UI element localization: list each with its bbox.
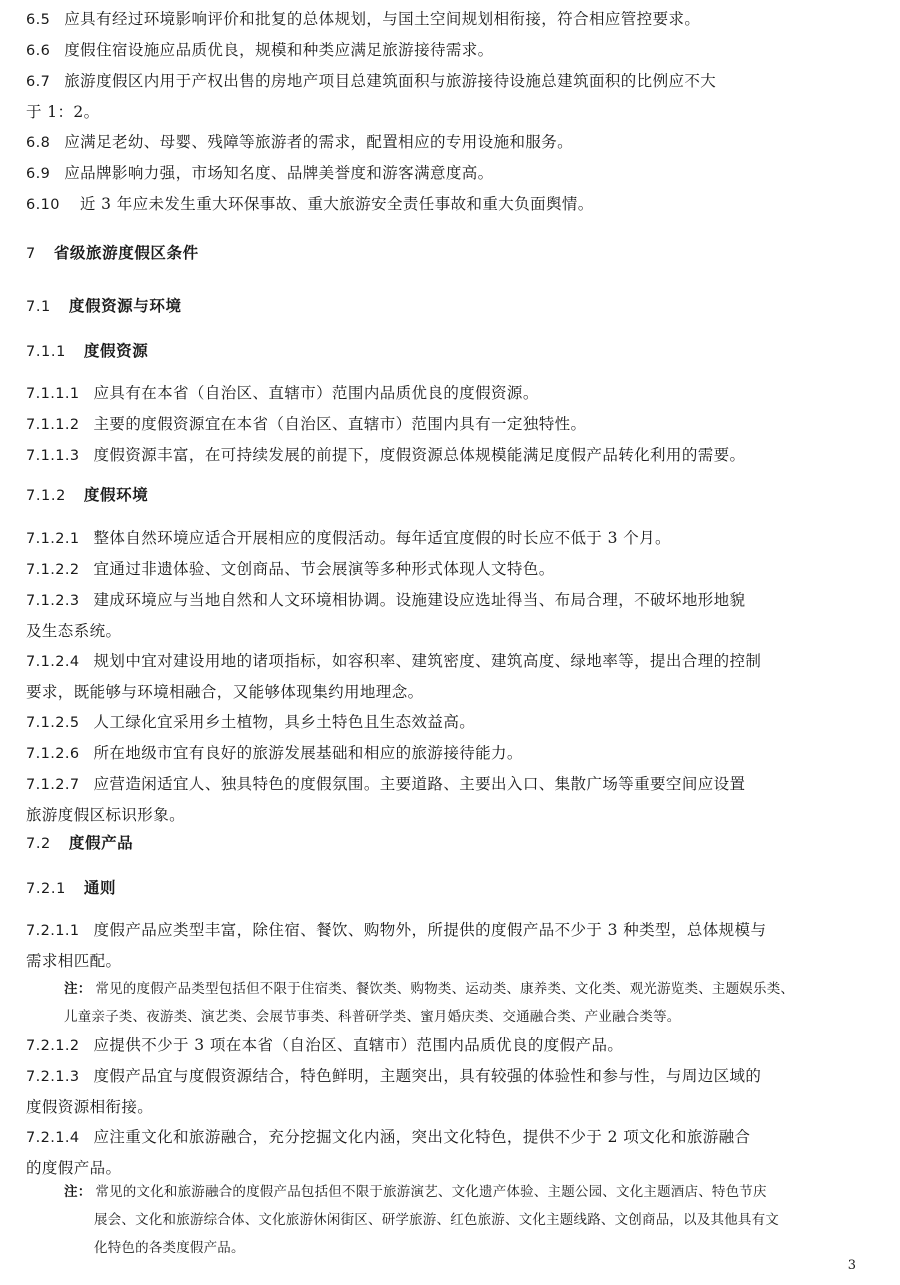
clause-7-2-1-1-block (26, 915, 880, 976)
clause-number: 7.1.2.3 (26, 593, 80, 609)
clause-number: 6.9 (26, 166, 51, 182)
clause-text: 度假产品宜与度假资源结合，特色鲜明，主题突出，具有较强的体验性和参与性，与周边区域的 (93, 1067, 762, 1085)
clause-7-1-2-2 (26, 554, 880, 585)
clause-text: 规划中宜对建设用地的诸项指标，如容积率、建筑密度、建筑高度、绿地率等，提出合理的控制 (93, 652, 762, 670)
clause-text: 整体自然环境应适合开展相应的度假活动。每年适宜度假的时长应不低于 3 个月。 (93, 529, 671, 547)
clause-number: 7.1.1.2 (26, 417, 80, 433)
clause-7-2-1-1 (26, 915, 880, 946)
clause-text: 近 3 年应未发生重大环保事故、重大旅游安全责任事故和重大负面舆情。 (79, 195, 594, 213)
clause-text: 及生态系统。 (26, 622, 122, 640)
clause-text: 度假产品应类型丰富，除住宿、餐饮、购物外，所提供的度假产品不少于 3 种类型，总体规模与 (93, 921, 767, 939)
heading-title: 度假资源 (83, 342, 149, 360)
heading-title: 通则 (83, 879, 117, 897)
clause-6-8 (26, 127, 880, 158)
heading-number: 7.1.1 (26, 344, 66, 360)
clause-7-1-2-5 (26, 707, 880, 738)
note-text: 常见的文化和旅游融合的度假产品包括但不限于旅游演艺、文化遗产体验、主题公园、文化主题酒店、特色节庆 (95, 1184, 767, 1200)
clause-7-2-1-4 (26, 1122, 880, 1153)
clause-7-2-1-3-cont (26, 1092, 880, 1122)
clause-text: 需求相匹配。 (26, 952, 122, 970)
clause-number: 7.1.2.5 (26, 715, 80, 731)
heading-7-1-2 (26, 480, 880, 511)
clause-7-2-1-3 (26, 1061, 880, 1092)
clause-text: 主要的度假资源宜在本省（自治区、直辖市）范围内具有一定独特性。 (93, 415, 587, 433)
clause-7-1-1-1 (26, 378, 880, 409)
clause-7-2-1-2 (26, 1030, 880, 1061)
clause-text: 应注重文化和旅游融合，充分挖掘文化内涵，突出文化特色，提供不少于 2 项文化和旅游融合 (93, 1128, 751, 1146)
clause-7-1-2-7 (26, 769, 880, 800)
clause-7-1-1-2 (26, 409, 880, 440)
heading-number: 7.1.2 (26, 488, 66, 504)
clause-7-2-1-1-cont (26, 946, 880, 976)
heading-7-1-1 (26, 336, 880, 367)
heading-number: 7.2.1 (26, 881, 66, 897)
note-line (64, 1178, 880, 1206)
clause-number: 6.5 (26, 12, 51, 28)
clause-number: 7.2.1.4 (26, 1130, 80, 1146)
clause-7-1-1-3 (26, 440, 880, 471)
note-text: 化特色的各类度假产品。 (94, 1240, 245, 1256)
note-1 (64, 975, 880, 1031)
note-label: 注： (64, 1184, 92, 1200)
clause-text: 应具有经过环境影响评价和批复的总体规划，与国土空间规划相衔接，符合相应管控要求。 (64, 10, 701, 28)
clause-text: 应提供不少于 3 项在本省（自治区、直辖市）范围内品质优良的度假产品。 (93, 1036, 624, 1054)
heading-title: 度假环境 (83, 486, 149, 504)
heading-7-2 (26, 828, 880, 859)
note-line (64, 1234, 880, 1262)
clause-text: 要求，既能够与环境相融合，又能够体现集约用地理念。 (26, 683, 424, 701)
clause-number: 7.1.2.2 (26, 562, 80, 578)
clause-7-1-2-7-cont (26, 800, 880, 830)
note-line (64, 1003, 880, 1031)
clause-6-5 (26, 4, 880, 35)
note-label: 注： (64, 981, 92, 997)
clause-text: 度假资源相衔接。 (26, 1098, 154, 1116)
section-7-2-1-items (26, 1030, 880, 1183)
clause-number: 7.1.2.4 (26, 654, 80, 670)
clause-text: 建成环境应与当地自然和人文环境相协调。设施建设应选址得当、布局合理，不破坏地形地貌 (93, 591, 746, 609)
section-7-1-2-items (26, 523, 880, 830)
clause-text: 旅游度假区标识形象。 (26, 806, 186, 824)
note-text: 儿童亲子类、夜游类、演艺类、会展节事类、科普研学类、蜜月婚庆类、交通融合类、产业融合类等。 (64, 1009, 681, 1025)
clause-text: 应满足老幼、母婴、残障等旅游者的需求，配置相应的专用设施和服务。 (64, 133, 574, 151)
clause-number: 7.1.1.1 (26, 386, 80, 402)
heading-number: 7 (26, 246, 36, 262)
clause-text: 的度假产品。 (26, 1159, 122, 1177)
clause-number: 6.8 (26, 135, 51, 151)
clause-7-1-2-1 (26, 523, 880, 554)
heading-title: 度假产品 (68, 834, 134, 852)
clause-6-9 (26, 158, 880, 189)
heading-7-2-1 (26, 873, 880, 904)
clause-text: 应品牌影响力强，市场知名度、品牌美誉度和游客满意度高。 (64, 164, 494, 182)
clause-number: 6.10 (26, 197, 60, 213)
heading-7 (26, 238, 880, 269)
page-number: 3 (847, 1258, 856, 1273)
heading-title: 省级旅游度假区条件 (53, 244, 199, 262)
clause-7-1-2-6 (26, 738, 880, 769)
clause-6-7-cont (26, 97, 880, 127)
clause-text: 旅游度假区内用于产权出售的房地产项目总建筑面积与旅游接待设施总建筑面积的比例应不大 (64, 72, 717, 90)
clause-number: 6.7 (26, 74, 51, 90)
note-text: 展会、文化和旅游综合体、文化旅游休闲街区、研学旅游、红色旅游、文化主题线路、文创商品，以及其他具有文 (94, 1212, 779, 1228)
clause-number: 7.1.2.7 (26, 777, 80, 793)
clause-text: 度假住宿设施应品质优良，规模和种类应满足旅游接待需求。 (64, 41, 494, 59)
clause-6-10 (26, 189, 880, 220)
heading-title: 度假资源与环境 (68, 297, 182, 315)
note-line (64, 975, 880, 1003)
note-text: 常见的度假产品类型包括但不限于住宿类、餐饮类、购物类、运动类、康养类、文化类、观光游览类、主题娱乐类、 (95, 981, 795, 997)
clause-7-1-2-4-cont (26, 677, 880, 707)
clause-text: 度假资源丰富，在可持续发展的前提下，度假资源总体规模能满足度假产品转化利用的需要。 (93, 446, 746, 464)
clause-number: 7.1.2.1 (26, 531, 80, 547)
clause-number: 7.2.1.3 (26, 1069, 80, 1085)
note-2 (64, 1178, 880, 1262)
heading-7-1 (26, 291, 880, 322)
clause-7-1-2-3-cont (26, 616, 880, 646)
clause-number: 6.6 (26, 43, 51, 59)
clause-text: 应具有在本省（自治区、直辖市）范围内品质优良的度假资源。 (93, 384, 539, 402)
clause-text: 人工绿化宜采用乡土植物，具乡土特色且生态效益高。 (93, 713, 476, 731)
clause-text: 所在地级市宜有良好的旅游发展基础和相应的旅游接待能力。 (93, 744, 523, 762)
clause-number: 7.2.1.2 (26, 1038, 80, 1054)
clause-text: 应营造闲适宜人、独具特色的度假氛围。主要道路、主要出入口、集散广场等重要空间应设置 (93, 775, 746, 793)
clause-7-1-2-3 (26, 585, 880, 616)
clause-text: 宜通过非遗体验、文创商品、节会展演等多种形式体现人文特色。 (93, 560, 555, 578)
clause-number: 7.1.2.6 (26, 746, 80, 762)
clause-text: 于 1：2。 (26, 103, 100, 121)
clause-7-1-2-4 (26, 646, 880, 677)
clause-number: 7.2.1.1 (26, 923, 80, 939)
clause-6-7 (26, 66, 880, 97)
section-6-items (26, 4, 880, 220)
heading-number: 7.2 (26, 836, 51, 852)
note-line (64, 1206, 880, 1234)
clause-number: 7.1.1.3 (26, 448, 80, 464)
clause-6-6 (26, 35, 880, 66)
heading-number: 7.1 (26, 299, 51, 315)
section-7-1-1-items (26, 378, 880, 471)
